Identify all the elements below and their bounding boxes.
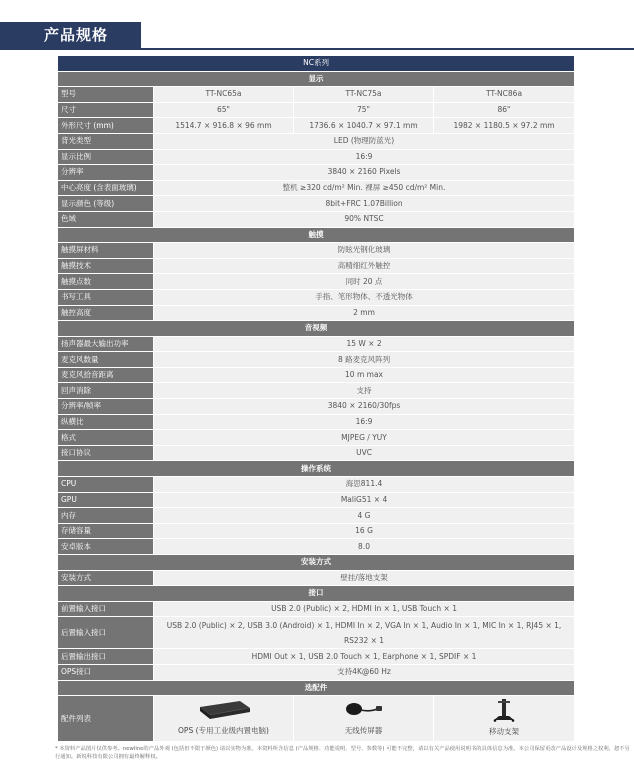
row-label: 后置输入接口 (58, 617, 154, 649)
table-row (58, 664, 575, 680)
title-divider (0, 48, 634, 50)
row-value: 15 W × 2 (154, 336, 575, 352)
row-label: 安装方式 (58, 570, 154, 586)
table-row (58, 352, 575, 368)
row-value: MaliG51 × 4 (154, 492, 575, 508)
row-value: 壁挂/落地支架 (154, 570, 575, 586)
spec-table (57, 55, 575, 742)
accessory-stand (434, 696, 575, 742)
accessory-label: 移动支架 (489, 727, 520, 737)
row-value: 8bit+FRC 1.07Billion (154, 196, 575, 212)
row-value: MJPEG / YUY (154, 430, 575, 446)
table-row (58, 383, 575, 399)
row-label: 扬声器最大输出功率 (58, 336, 154, 352)
row-label: 中心亮度 (含表面玻璃) (58, 180, 154, 196)
row-label: 触摸屏材料 (58, 243, 154, 259)
row-value: 16:9 (154, 414, 575, 430)
accessory-ops (154, 696, 294, 742)
row-label: 格式 (58, 430, 154, 446)
row-value: 整机 ≥320 cd/m² Min. 裸屏 ≥450 cd/m² Min. (154, 180, 575, 196)
table-row (58, 430, 575, 446)
model-65: TT-NC65a (154, 87, 294, 103)
row-label: 后置输出接口 (58, 649, 154, 665)
row-label: 麦克风数量 (58, 352, 154, 368)
table-row (58, 336, 575, 352)
row-label: GPU (58, 492, 154, 508)
footnote: * 本资料产品图片仅供参考。newline的产品外观 (包括但不限于颜色) 请以实物为准。本资料所含信息 (产品规格、功能说明、型号、参数等) 可能不完整，请以有关产品使用说明书的具体信息为准。本公司保留更改产品设计及规格之权利，恕不另行通知。新锐科技有限公司拥有最终解释权。 (55, 746, 630, 760)
row-label: 触摸点数 (58, 274, 154, 290)
table-row (58, 133, 575, 149)
row-label: 分辨率 (58, 165, 154, 181)
table-row (58, 539, 575, 555)
row-value: 2 mm (154, 305, 575, 321)
table-row (58, 414, 575, 430)
row-label: CPU (58, 477, 154, 493)
table-row (58, 149, 575, 165)
wireless-dongle-icon (344, 699, 384, 721)
table-row (58, 445, 575, 461)
table-row (58, 274, 575, 290)
row-value: 手指、笔形物体、不透光物体 (154, 289, 575, 305)
row-value: LED (物理防蓝光) (154, 133, 575, 149)
section-display: 显示 (58, 71, 575, 87)
table-row (58, 399, 575, 415)
model-75: TT-NC75a (294, 87, 434, 103)
row-value: 支持4K@60 Hz (154, 664, 575, 680)
series-header: NC系列 (58, 56, 575, 72)
table-row (58, 87, 575, 103)
section-av: 音视频 (58, 321, 575, 337)
row-value: 3840 × 2160/30fps (154, 399, 575, 415)
section-install: 安装方式 (58, 555, 575, 571)
table-row (58, 165, 575, 181)
table-row (58, 492, 575, 508)
table-row (58, 243, 575, 259)
section-ports: 接口 (58, 586, 575, 602)
row-value: 90% NTSC (154, 211, 575, 227)
row-value: HDMI Out × 1, USB 2.0 Touch × 1, Earphone × 1, SPDIF × 1 (154, 649, 575, 665)
row-label: 纵横比 (58, 414, 154, 430)
table-row (58, 696, 575, 742)
row-label: 接口协议 (58, 445, 154, 461)
row-label: 尺寸 (58, 102, 154, 118)
table-row (58, 508, 575, 524)
row-value: 海思811.4 (154, 477, 575, 493)
table-row (58, 258, 575, 274)
table-row (58, 477, 575, 493)
table-row (58, 196, 575, 212)
row-value: 16 G (154, 523, 575, 539)
row-value: 16:9 (154, 149, 575, 165)
model-86: TT-NC86a (434, 87, 575, 103)
row-value: 支持 (154, 383, 575, 399)
accessory-dongle (294, 696, 434, 742)
section-touch: 触摸 (58, 227, 575, 243)
row-label: 触摸技术 (58, 258, 154, 274)
dimensions-65: 1514.7 × 916.8 × 96 mm (154, 118, 294, 134)
table-row (58, 289, 575, 305)
row-value: 4 G (154, 508, 575, 524)
page-title: 产品规格 (0, 22, 141, 48)
row-value: 同时 20 点 (154, 274, 575, 290)
table-row (58, 617, 575, 649)
row-value: 8.0 (154, 539, 575, 555)
row-label: 分辨率/帧率 (58, 399, 154, 415)
row-label: 触控高度 (58, 305, 154, 321)
table-row (58, 180, 575, 196)
row-label: 背光类型 (58, 133, 154, 149)
accessory-label: 无线传屏器 (344, 726, 383, 736)
dimensions-86: 1982 × 1180.5 × 97.2 mm (434, 118, 575, 134)
size-75: 75" (294, 102, 434, 118)
row-label: 型号 (58, 87, 154, 103)
table-row (58, 570, 575, 586)
accessory-label: OPS (专用工业级内置电脑) (178, 726, 269, 736)
row-label: 配件列表 (58, 696, 154, 742)
row-value: 防眩光钢化玻璃 (154, 243, 575, 259)
row-value: 10 m max (154, 367, 575, 383)
table-row (58, 102, 575, 118)
row-label: 回声消除 (58, 383, 154, 399)
section-accessories: 选配件 (58, 680, 575, 696)
row-value: USB 2.0 (Public) × 2, HDMI In × 1, USB Touch × 1 (154, 601, 575, 617)
table-row (58, 523, 575, 539)
row-value: UVC (154, 445, 575, 461)
row-label: 色域 (58, 211, 154, 227)
row-label: OPS接口 (58, 664, 154, 680)
row-value: 高精细红外触控 (154, 258, 575, 274)
row-value: 8 路麦克风阵列 (154, 352, 575, 368)
ops-computer-icon (196, 699, 252, 721)
row-value: USB 2.0 (Public) × 2, USB 3.0 (Android) × 1, HDMI In × 2, VGA In × 1, Audio In × 1, MIC In × 1, RJ45 × 1, RS232 × 1 (154, 617, 575, 649)
row-label: 书写工具 (58, 289, 154, 305)
section-os: 操作系统 (58, 461, 575, 477)
row-label: 安卓版本 (58, 539, 154, 555)
row-value: 3840 × 2160 Pixels (154, 165, 575, 181)
row-label: 外形尺寸 (mm) (58, 118, 154, 134)
row-label: 麦克风拾音距离 (58, 367, 154, 383)
mobile-stand-icon (489, 698, 519, 722)
table-row (58, 367, 575, 383)
row-label: 显示比例 (58, 149, 154, 165)
table-row (58, 305, 575, 321)
size-86: 86" (434, 102, 575, 118)
table-row (58, 211, 575, 227)
table-row (58, 601, 575, 617)
size-65: 65" (154, 102, 294, 118)
row-label: 显示颜色 (等级) (58, 196, 154, 212)
row-label: 存储容量 (58, 523, 154, 539)
table-row (58, 118, 575, 134)
table-row (58, 649, 575, 665)
row-label: 前置输入接口 (58, 601, 154, 617)
row-label: 内存 (58, 508, 154, 524)
dimensions-75: 1736.6 × 1040.7 × 97.1 mm (294, 118, 434, 134)
